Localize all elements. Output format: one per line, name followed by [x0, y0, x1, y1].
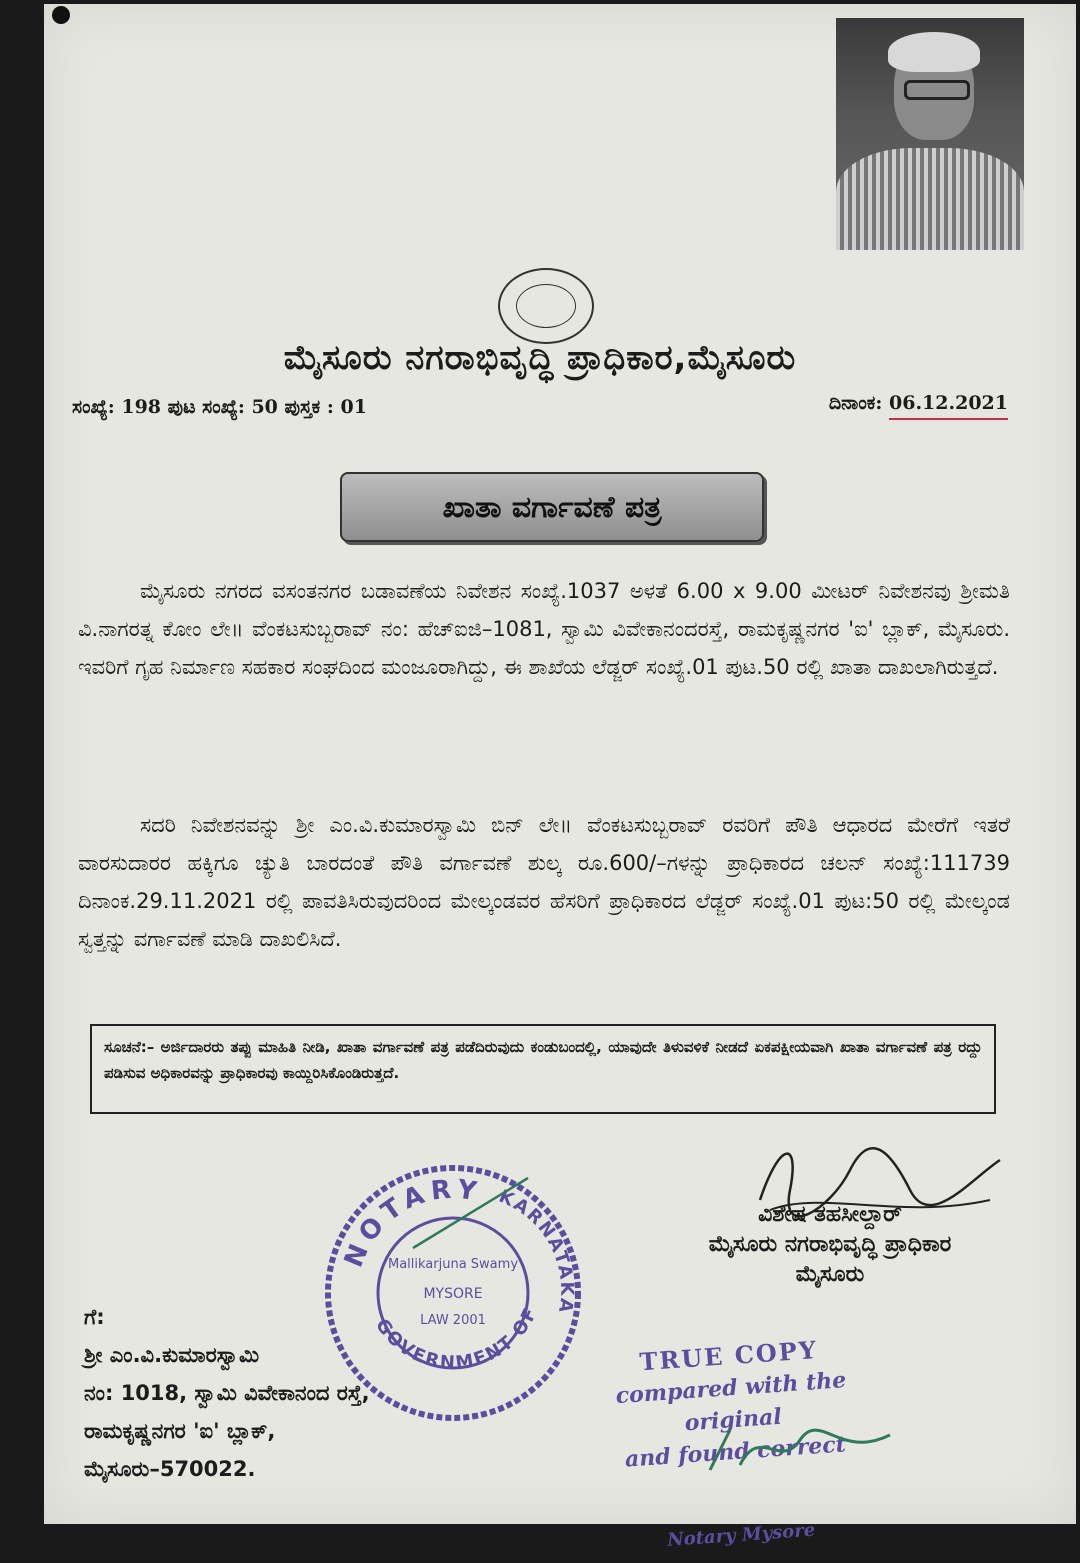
- signatory-city: ಮೈಸೂರು: [795, 1262, 865, 1287]
- issue-date: [829, 392, 1008, 414]
- recipient-label: ಗೆ:: [84, 1305, 105, 1329]
- signatory-office: ಮೈಸೂರು ನಗರಾಭಿವೃದ್ಧಿ ಪ್ರಾಧಿಕಾರ: [708, 1232, 952, 1257]
- notice-box: ಸೂಚನೆ:– ಅರ್ಜಿದಾರರು ತಪ್ಪು ಮಾಹಿತಿ ನೀಡಿ, ಖಾತಾ ವರ್ಗಾವಣೆ ಪತ್ರ ಪಡೆದಿರುವುದು ಕಂಡುಬಂದಲ್ಲಿ, ಯಾವುದೇ ತಿಳುವಳಿಕೆ ನೀಡದೆ ಏಕಪಕ್ಷೀಯವಾಗಿ ಖಾತಾ ವರ್ಗಾವಣೆ ಪತ್ರ ರದ್ದು ಪಡಿಸುವ ಅಧಿಕಾರವನ್ನು ಪ್ರಾಧಿಕಾರವು ಕಾಯ್ದಿರಿಸಿಕೊಂಡಿರುತ್ತದೆ.: [90, 1024, 996, 1114]
- body-paragraph-2: ಸದರಿ ನಿವೇಶನವನ್ನು ಶ್ರೀ ಎಂ.ವಿ.ಕುಮಾರಸ್ವಾಮಿ ಬಿನ್ ಲೇ॥ ವೆಂಕಟಸುಬ್ಬರಾವ್ ರವರಿಗೆ ಪೌತಿ ಆಧಾರದ ಮೇರೆಗೆ ಇತರೆ ವಾರಸುದಾರರ ಹಕ್ಕಿಗೂ ಚ್ಯುತಿ ಬಾರದಂತೆ ಪೌತಿ ವರ್ಗಾವಣೆ ಶುಲ್ಕ ರೂ.600/–ಗಳನ್ನು ಪ್ರಾಧಿಕಾರದ ಚಲನ್ ಸಂಖ್ಯೆ:111739 ದಿನಾಂಕ.29.11.2021 ರಲ್ಲಿ ಪಾವತಿಸಿರುವುದರಿಂದ ಮೇಲ್ಕಂಡವರ ಹೆಸರಿಗೆ ಪ್ರಾಧಿಕಾರದ ಲೆಡ್ಜರ್ ಸಂಖ್ಯೆ.01 ಪುಟ:50 ರಲ್ಲಿ ಮೇಲ್ಕಂಡ ಸ್ವತ್ತನ್ನು ವರ್ಗಾವಣೆ ಮಾಡಿ ದಾಖಲಿಸಿದೆ.: [78, 813, 1010, 951]
- recipient-name: ಶ್ರೀ ಎಂ.ವಿ.ಕುಮಾರಸ್ವಾಮಿ: [84, 1343, 260, 1367]
- photo-glasses: [904, 80, 970, 100]
- applicant-photo: [836, 18, 1024, 250]
- svg-text:KARNATAKA: [496, 1186, 577, 1316]
- stamp-right-text: KARNATAKA: [495, 1185, 578, 1316]
- true-copy-footer: Notary Mysore: [666, 1519, 816, 1551]
- true-copy-title: TRUE COPY: [638, 1335, 819, 1377]
- reference-number: ಸಂಖ್ಯೆ: 198 ಪುಟ ಸಂಖ್ಯೆ: 50 ಪುಸ್ತಕ : 01: [72, 396, 367, 418]
- authority-emblem-icon: [498, 268, 594, 344]
- true-copy-line-3: and found correct: [624, 1431, 847, 1473]
- recipient-address-line-2: ರಾಮಕೃಷ್ಣನಗರ 'ಐ' ಬ್ಲಾಕ್,: [84, 1419, 276, 1443]
- signatory-block: [640, 1200, 1020, 1290]
- stamp-top-text: NOTARY: [338, 1174, 485, 1272]
- punch-hole: [52, 6, 70, 24]
- stamp-reg: LAW 2001: [420, 1313, 486, 1328]
- recipient-address-line-3: ಮೈಸೂರು–570022.: [84, 1457, 256, 1481]
- true-copy-line-2: compared with the original: [614, 1367, 848, 1437]
- photo-hair: [888, 32, 980, 72]
- notary-signature-icon: [700, 1420, 900, 1480]
- signatory-title: ವಿಶೇಷ ತಹಸೀಲ್ದಾರ್: [758, 1202, 902, 1227]
- body-paragraph-1: ಮೈಸೂರು ನಗರದ ವಸಂತನಗರ ಬಡಾವಣೆಯ ನಿವೇಶನ ಸಂಖ್ಯೆ.1037 ಅಳತೆ 6.00 x 9.00 ಮೀಟರ್ ನಿವೇಶನವು ಶ್ರೀಮತಿ ವಿ.ನಾಗರತ್ನ ಕೋಂ ಲೇ॥ ವೆಂಕಟಸುಬ್ಬರಾವ್ ನಂ: ಹೆಚ್‌ಐಜಿ–1081, ಸ್ವಾಮಿ ವಿವೇಕಾನಂದರಸ್ತೆ, ರಾಮಕೃಷ್ಣನಗರ 'ಐ' ಬ್ಲಾಕ್, ಮೈಸೂರು. ಇವರಿಗೆ ಗೃಹ ನಿರ್ಮಾಣ ಸಹಕಾರ ಸಂಘದಿಂದ ಮಂಜೂರಾಗಿದ್ದು, ಈ ಶಾಖೆಯ ಲೆಡ್ಜರ್ ಸಂಖ್ಯೆ.01 ಪುಟ.50 ರಲ್ಲಿ ಖಾತಾ ದಾಖಲಾಗಿರುತ್ತದೆ.: [78, 579, 1010, 679]
- date-label: ದಿನಾಂಕ:: [828, 392, 883, 414]
- stamp-notary-name: Mallikarjuna Swamy: [387, 1257, 519, 1272]
- recipient-address: [84, 1298, 424, 1488]
- authority-heading: ಮೈಸೂರು ನಗರಾಭಿವೃದ್ಧಿ ಪ್ರಾಧಿಕಾರ,ಮೈಸೂರು: [283, 338, 797, 378]
- stamp-bottom-text: GOVERNMENT OF: [371, 1303, 543, 1374]
- date-value: 06.12.2021: [889, 392, 1008, 420]
- stamp-city: MYSORE: [423, 1286, 483, 1302]
- document-title: ಖಾತಾ ವರ್ಗಾವಣೆ ಪತ್ರ: [340, 472, 764, 542]
- recipient-address-line-1: ನಂ: 1018, ಸ್ವಾಮಿ ವಿವೇಕಾನಂದ ರಸ್ತೆ,: [84, 1381, 370, 1405]
- photo-shirt: [836, 148, 1024, 250]
- emblem-inner: [516, 284, 576, 328]
